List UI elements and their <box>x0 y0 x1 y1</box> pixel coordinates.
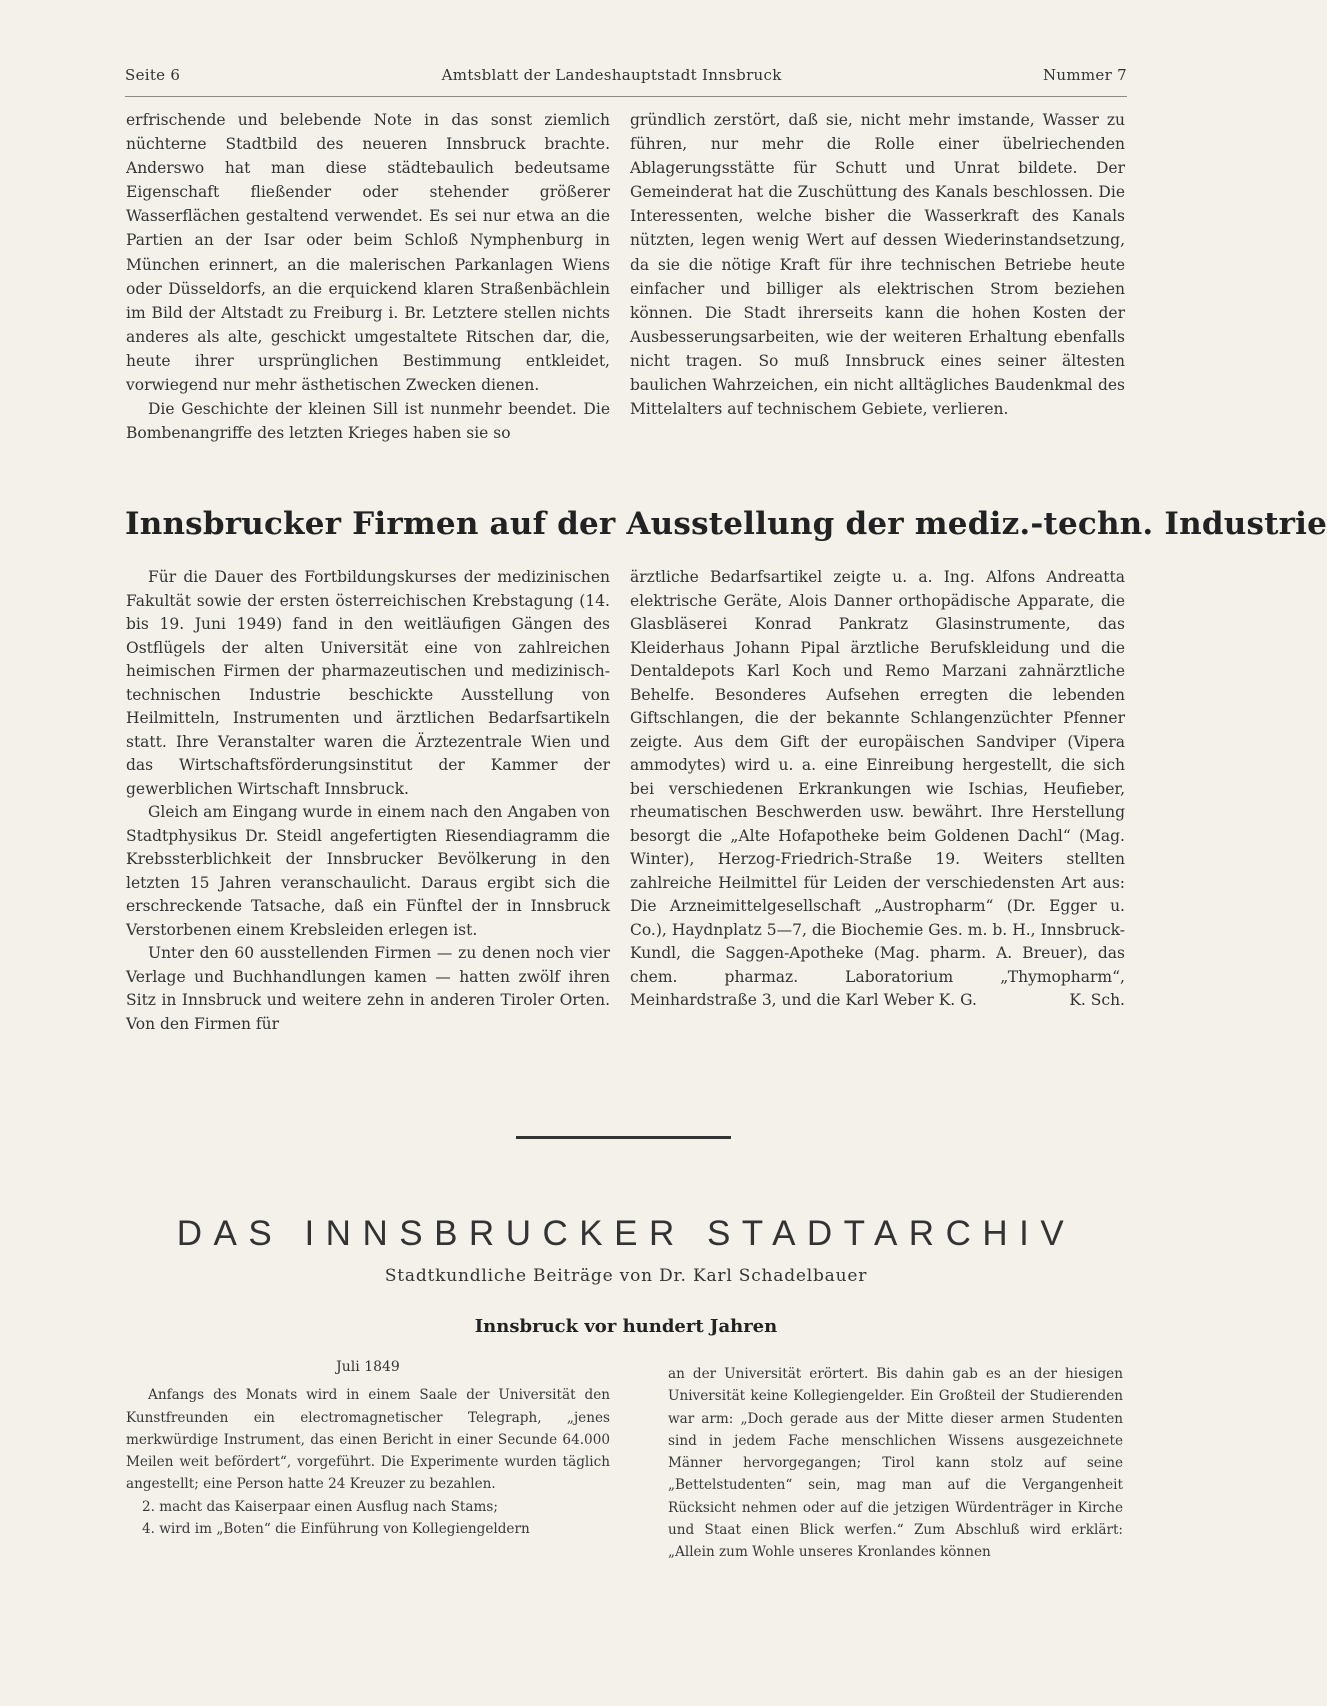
article-headline: Innsbrucker Firmen auf der Ausstellung der mediz.-techn. Industrie <box>125 506 1327 542</box>
archive-right-column <box>668 1363 1123 1564</box>
list-item: 2. macht das Kaiserpaar einen Ausflug nach Stams; <box>142 1498 498 1515</box>
section-divider <box>516 1136 731 1139</box>
paragraph: Für die Dauer des Fortbildungskurses der medizinischen Fakultät sowie der ersten österreichischen Krebstagung (14. bis 19. Juni 1949) fand in den weitläufigen Gängen des Ostflügels der alten Universität eine von zahlreichen heimischen Firmen der pharmazeutischen und medizinisch-technischen Industrie beschickte Ausstellung von Heilmitteln, Instrumenten und ärztlichen Bedarfsartikeln statt. Ihre Veranstalter waren die Ärztezentrale Wien und das Wirtschaftsförderungsinstitut der Kammer der gewerblichen Wirtschaft Innsbruck. <box>126 568 610 798</box>
paragraph: Unter den 60 ausstellenden Firmen — zu denen noch vier Verlage und Buchhandlungen kamen — hatten zwölf ihren Sitz in Innsbruck und weitere zehn in anderen Tiroler Orten. Von den Firmen für <box>126 944 610 1033</box>
paragraph: erfrischende und belebende Note in das sonst ziemlich nüchterne Stadtbild des neueren Innsbruck brachte. Anderswo hat man diese städtebaulich bedeutsame Eigenschaft fließender oder stehender größerer Wasserflächen gestaltend verwendet. Es sei nur etwa an die Partien an der Isar oder beim Schloß Nymphenburg in München erinnert, an die malerischen Parkanlagen Wiens oder Düsseldorfs, an die erquickend klaren Straßenbächlein im Bild der Altstadt zu Freiburg i. Br. Letztere stellen nichts anderes als alte, geschickt umgestaltete Ritschen dar, die, heute ihrer ursprünglichen Bestimmung entkleidet, vorwiegend nur mehr ästhetischen Zwecken dienen. <box>126 111 610 395</box>
paragraph <box>630 566 1125 1013</box>
running-header <box>125 66 1127 88</box>
archive-subtitle: Stadtkundliche Beiträge von Dr. Karl Schadelbauer <box>384 1266 868 1286</box>
top-left-column <box>126 108 610 445</box>
paragraph: gründlich zerstört, daß sie, nicht mehr imstande, Wasser zu führen, nur mehr die Rolle einer übelriechenden Ablagerungsstätte für Schutt und Unrat bildete. Der Gemeinderat hat die Zuschüttung des Kanals beschlossen. Die Interessenten, welche bisher die Wasserkraft des Kanals nützten, legen wenig Wert auf dessen Wiederinstandsetzung, da sie die nötige Kraft für ihre technischen Betriebe heute einfacher und billiger als elektrischen Strom beziehen können. Die Stadt ihrerseits kann die hohen Kosten der Ausbesserungsarbeiten, wie der weiteren Erhaltung ebenfalls nicht tragen. So muß Innsbruck eines seiner ältesten baulichen Wahrzeichen, ein nicht alltägliches Baudenkmal des Mittelalters auf technischem Gebiete, verlieren. <box>630 111 1125 419</box>
page-number: Seite 6 <box>125 66 181 84</box>
archive-title: DAS INNSBRUCKER STADTARCHIV <box>176 1214 1076 1253</box>
paragraph: Die Geschichte der kleinen Sill ist nunmehr beendet. Die Bombenangriffe des letzten Krieges haben sie so <box>126 400 610 443</box>
article-right-column <box>630 566 1125 1013</box>
archive-left-column <box>126 1356 610 1540</box>
list-item: 4. wird im „Boten“ die Einführung von Kollegiengeldern <box>142 1521 530 1538</box>
journal-title: Amtsblatt der Landeshauptstadt Innsbruck <box>441 66 782 84</box>
archive-heading: Innsbruck vor hundert Jahren <box>474 1316 778 1337</box>
paragraph: an der Universität erörtert. Bis dahin gab es an der hiesigen Universität keine Kollegiengelder. Ein Großteil der Studierenden war arm: „Doch gerade aus der Mitte dieser armen Studenten sind in jedem Fache menschlichen Wissens ausgezeichnete Männer hervorgegangen; Tirol kann stolz auf seine „Bettelstudenten“ sein, mag man auf die Vergangenheit Rücksicht nehmen oder auf die jetzigen Würdenträger in Kirche und Staat einen Blick werfen.“ Zum Abschluß wird erklärt: „Allein zum Wohle unseres Kronlandes können <box>668 1366 1123 1561</box>
paragraph: Gleich am Eingang wurde in einem nach den Angaben von Stadtphysikus Dr. Steidl angefertigten Riesendiagramm die Krebssterblichkeit der Innsbrucker Bevölkerung in den letzten 15 Jahren veranschaulicht. Daraus ergibt sich die erschreckende Tatsache, daß ein Fünftel der in Innsbruck Verstorbenen einem Krebsleiden erlegen ist. <box>126 803 610 939</box>
issue-number: Nummer 7 <box>1043 66 1127 84</box>
month-heading: Juli 1849 <box>336 1359 400 1375</box>
top-right-column <box>630 108 1125 421</box>
author-signature: K. Sch. <box>1069 991 1125 1009</box>
paragraph-text: ärztliche Bedarfsartikel zeigte u. a. Ing. Alfons Andreatta elektrische Geräte, Alois Danner orthopädische Apparate, die Glasbläserei Konrad Pankratz Glasinstrumente, das Kleiderhaus Johann Pipal ärztliche Berufskleidung und die Dentaldepots Karl Koch und Remo Marzani zahnärztliche Behelfe. Besonderes Aufsehen erregten die lebenden Giftschlangen, die der bekannte Schlangenzüchter Pfenner zeigte. Aus dem Gift der europäischen Sandviper (Vipera ammodytes) wird u. a. eine Einreibung hergestellt, die sich bei verschiedenen Erkrankungen wie Ischias, Heufieber, rheumatischen Beschwerden usw. bewährt. Ihre Herstellung besorgt die „Alte Hofapotheke beim Goldenen Dachl“ (Mag. Winter), Herzog-Friedrich-Straße 19. Weiters stellten zahlreiche Heilmittel für Leiden der verschiedensten Art aus: Die Arzneimittelgesellschaft „Austropharm“ (Dr. Egger u. Co.), Haydnplatz 5—7, die Biochemie Ges. m. b. H., Innsbruck-Kundl, die Saggen-Apotheke (Mag. pharm. A. Breuer), das chem. pharmaz. Laboratorium „Thymopharm“, Meinhardstraße 3, und die Karl Weber K. G. <box>630 568 1125 1009</box>
header-rule <box>125 96 1127 97</box>
article-left-column <box>126 566 610 1036</box>
paragraph: Anfangs des Monats wird in einem Saale der Universität den Kunstfreunden ein electromagnetischer Telegraph, „jenes merkwürdige Instrument, das einen Bericht in einer Secunde 64.000 Meilen weit befördert“, vorgeführt. Die Experimente wurden täglich angestellt; eine Person hatte 24 Kreuzer zu bezahlen. <box>126 1387 610 1493</box>
